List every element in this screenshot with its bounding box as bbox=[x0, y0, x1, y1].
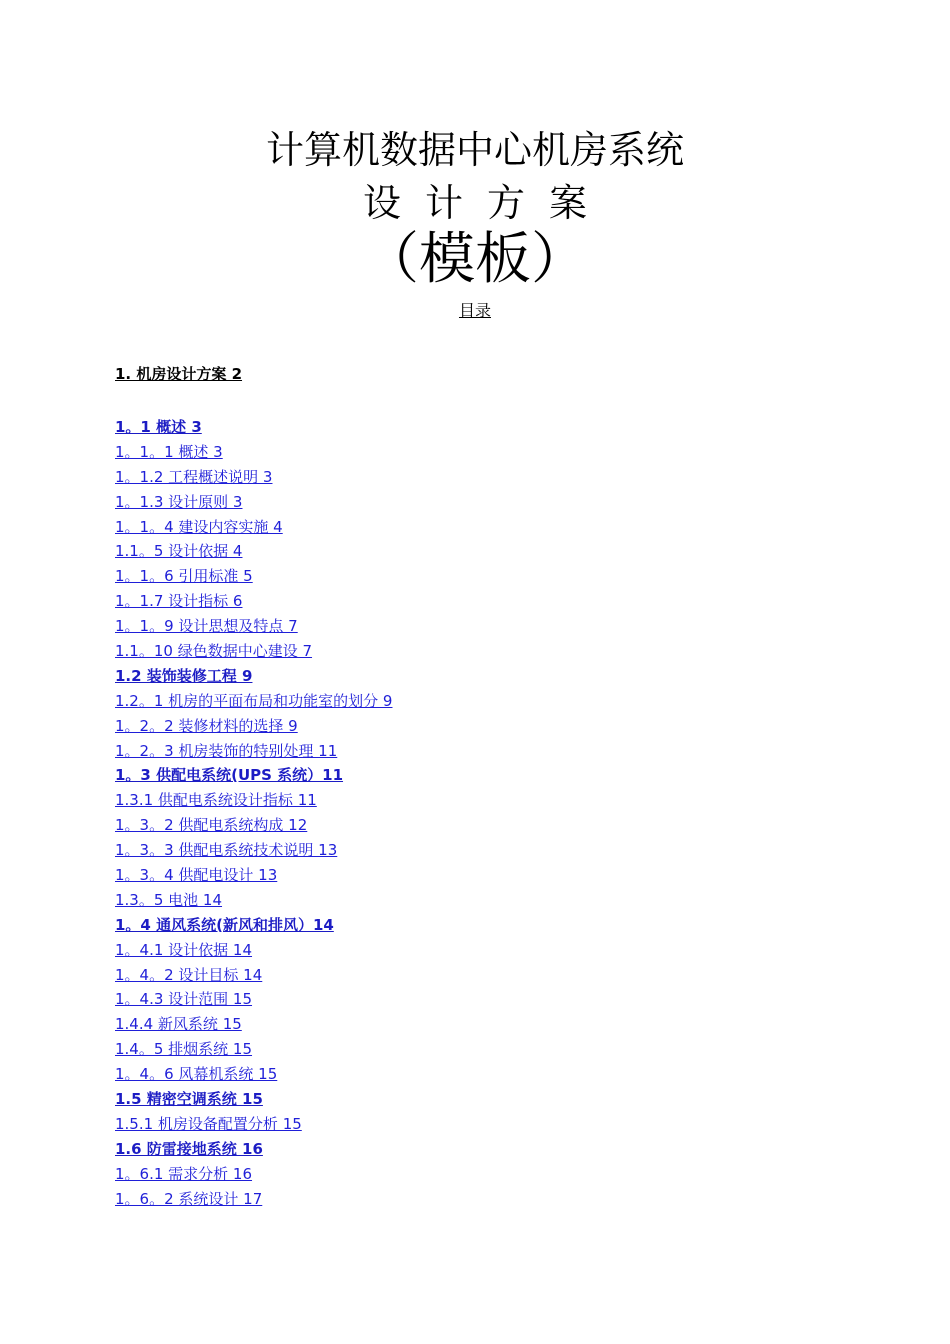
toc-subsection-link[interactable]: 1。4。2 设计目标 14 bbox=[115, 965, 263, 984]
toc-subsection-link[interactable]: 1。4。6 风幕机系统 15 bbox=[115, 1065, 278, 1084]
toc-section-link[interactable]: 1。4 通风系统(新风和排风）14 bbox=[115, 915, 334, 934]
toc-subsection-link[interactable]: 1.3.1 供配电系统设计指标 11 bbox=[115, 791, 317, 810]
document-title-line-1: 计算机数据中心机房系统 bbox=[265, 128, 684, 172]
toc-subsection-link[interactable]: 1。3。2 供配电系统构成 12 bbox=[115, 816, 308, 835]
toc-top-level-item[interactable]: 1. 机房设计方案 2 bbox=[115, 365, 243, 383]
toc-subsection-link[interactable]: 1。1。6 引用标准 5 bbox=[115, 567, 253, 586]
toc-subsection-link[interactable]: 1.2。1 机房的平面布局和功能室的划分 9 bbox=[115, 691, 393, 710]
document-title-line-3: （模板） bbox=[363, 227, 587, 292]
toc-subsection-link[interactable]: 1。3。3 供配电系统技术说明 13 bbox=[115, 841, 338, 860]
toc-subsection-link[interactable]: 1。3。4 供配电设计 13 bbox=[115, 866, 278, 885]
toc-subsection-link[interactable]: 1。1。9 设计思想及特点 7 bbox=[115, 617, 298, 636]
toc-subsection-link[interactable]: 1.4。5 排烟系统 15 bbox=[115, 1040, 253, 1059]
toc-subsection-link[interactable]: 1.1。5 设计依据 4 bbox=[115, 542, 243, 561]
document-title-line-2: 设计方案 bbox=[362, 181, 611, 225]
toc-section-link[interactable]: 1.2 装饰装修工程 9 bbox=[115, 666, 253, 685]
toc-subsection-link[interactable]: 1。6。2 系统设计 17 bbox=[115, 1189, 263, 1208]
toc-subsection-link[interactable]: 1.5.1 机房设备配置分析 15 bbox=[115, 1114, 302, 1133]
toc-subsection-link[interactable]: 1.3。5 电池 14 bbox=[115, 890, 223, 909]
toc-heading-text: 目录 bbox=[458, 301, 491, 320]
toc-subsection-link[interactable]: 1。1.3 设计原则 3 bbox=[115, 492, 243, 511]
toc-list bbox=[115, 416, 392, 1213]
toc-section-link[interactable]: 1。1 概述 3 bbox=[115, 418, 202, 436]
toc-subsection-link[interactable]: 1.1。10 绿色数据中心建设 7 bbox=[115, 642, 313, 661]
toc-subsection-link[interactable]: 1。1.2 工程概述说明 3 bbox=[115, 467, 273, 486]
toc-section-link[interactable]: 1.5 精密空调系统 15 bbox=[115, 1090, 263, 1109]
toc-subsection-link[interactable]: 1。1。4 建设内容实施 4 bbox=[115, 517, 283, 536]
toc-section-link[interactable]: 1.6 防雷接地系统 16 bbox=[115, 1139, 263, 1158]
toc-subsection-link[interactable]: 1.4.4 新风系统 15 bbox=[115, 1015, 242, 1034]
toc-subsection-link[interactable]: 1。1。1 概述 3 bbox=[115, 442, 223, 461]
toc-subsection-link[interactable]: 1。4.1 设计依据 14 bbox=[115, 940, 253, 959]
toc-subsection-link[interactable]: 1。2。3 机房装饰的特别处理 11 bbox=[115, 741, 338, 760]
toc-subsection-link[interactable]: 1。4.3 设计范围 15 bbox=[115, 990, 253, 1009]
toc-subsection-link[interactable]: 1。2。2 装修材料的选择 9 bbox=[115, 716, 298, 735]
toc-heading bbox=[0, 301, 950, 321]
toc-section-link[interactable]: 1。3 供配电系统(UPS 系统）11 bbox=[115, 766, 344, 785]
toc-subsection-link[interactable]: 1。1.7 设计指标 6 bbox=[115, 592, 243, 611]
toc-subsection-link[interactable]: 1。6.1 需求分析 16 bbox=[115, 1164, 253, 1183]
